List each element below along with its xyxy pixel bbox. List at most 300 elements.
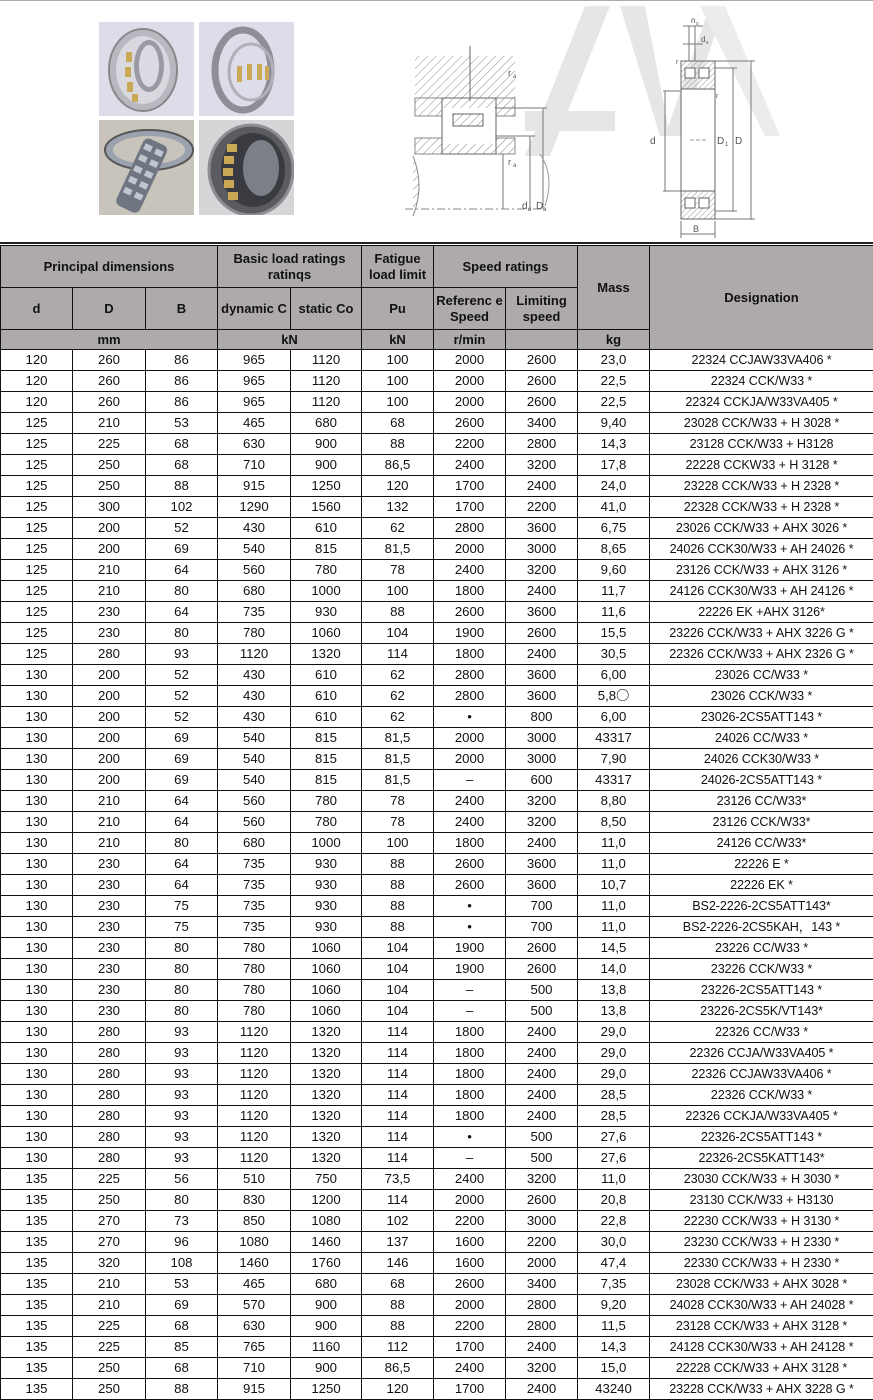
cell-B: 80 [146,1001,218,1022]
table-row [1,1337,873,1358]
cell-d: 135 [1,1337,73,1358]
cell-D: 200 [73,770,146,791]
cell-d: 135 [1,1169,73,1190]
table-row [1,434,873,455]
cell-static-co: 1460 [291,1232,362,1253]
unit-mm: mm [1,330,218,350]
cell-dynamic-c: 780 [218,938,291,959]
cell-B: 86 [146,350,218,371]
cell-dynamic-c: 1120 [218,1127,291,1148]
cell-pu: 120 [362,1379,434,1400]
cell-pu: 112 [362,1337,434,1358]
cell-reference-speed: 2400 [434,455,506,476]
cell-mass: 8,65 [578,539,650,560]
cell-dynamic-c: 430 [218,518,291,539]
cell-static-co: 1320 [291,1127,362,1148]
cell-limiting-speed: 3200 [506,1358,578,1379]
cell-limiting-speed: 2400 [506,1379,578,1400]
cell-d: 130 [1,959,73,980]
cell-static-co: 1060 [291,959,362,980]
cell-mass: 30,0 [578,1232,650,1253]
table-row [1,1316,873,1337]
cell-pu: 88 [362,434,434,455]
cell-limiting-speed: 2600 [506,959,578,980]
cell-D: 230 [73,896,146,917]
cell-designation: BS2-2226-2CS5KAH，143 * [650,917,873,938]
cell-B: 102 [146,497,218,518]
cell-designation: 23026 CCK/W33 * [650,686,873,707]
cell-D: 230 [73,938,146,959]
cell-B: 80 [146,1190,218,1211]
cell-designation: 23230 CCK/W33 + H 2330 * [650,1232,873,1253]
cell-reference-speed: • [434,896,506,917]
cell-d: 130 [1,707,73,728]
cell-reference-speed: – [434,980,506,1001]
cell-limiting-speed: 2400 [506,1106,578,1127]
cell-mass: 11,0 [578,917,650,938]
cell-dynamic-c: 1120 [218,1043,291,1064]
table-row [1,1253,873,1274]
cell-D: 280 [73,1064,146,1085]
cell-d: 130 [1,896,73,917]
cell-D: 230 [73,623,146,644]
cell-dynamic-c: 630 [218,1316,291,1337]
cell-static-co: 1060 [291,980,362,1001]
cell-dynamic-c: 630 [218,434,291,455]
cell-designation: 22326 CCJAW33VA406 * [650,1064,873,1085]
cell-static-co: 1250 [291,1379,362,1400]
cell-reference-speed: 2600 [434,413,506,434]
cell-static-co: 680 [291,1274,362,1295]
cell-dynamic-c: 965 [218,371,291,392]
header-speed-ratings: Speed ratings [434,246,578,288]
cell-designation: 24128 CCK30/W33 + AH 24128 * [650,1337,873,1358]
cell-limiting-speed: 3600 [506,686,578,707]
cell-limiting-speed: 2400 [506,833,578,854]
cell-d: 125 [1,581,73,602]
table-row [1,1064,873,1085]
cell-dynamic-c: 1120 [218,1085,291,1106]
cell-designation: 23228 CCK/W33 + H 2328 * [650,476,873,497]
cell-D: 260 [73,350,146,371]
cell-B: 52 [146,518,218,539]
cell-reference-speed: 2400 [434,812,506,833]
cell-static-co: 930 [291,917,362,938]
cell-d: 135 [1,1232,73,1253]
cell-D: 280 [73,1085,146,1106]
header-static-co: static Co [291,288,362,330]
cell-mass: 14,3 [578,1337,650,1358]
cell-static-co: 930 [291,602,362,623]
label-D1: D [717,136,725,147]
cell-dynamic-c: 1120 [218,1022,291,1043]
cell-dynamic-c: 430 [218,686,291,707]
cell-dynamic-c: 1120 [218,1064,291,1085]
cell-pu: 88 [362,875,434,896]
unit-kn: kN [218,330,362,350]
cell-mass: 43317 [578,728,650,749]
cell-d: 130 [1,917,73,938]
table-row [1,1295,873,1316]
table-row [1,539,873,560]
cell-d: 125 [1,413,73,434]
cell-designation: 24026 CC/W33 * [650,728,873,749]
cell-designation: 22326 CCJA/W33VA405 * [650,1043,873,1064]
table-row [1,812,873,833]
cell-B: 64 [146,560,218,581]
table-row [1,791,873,812]
cell-dynamic-c: 1120 [218,1106,291,1127]
cell-limiting-speed: 2400 [506,644,578,665]
mounting-diagram [395,46,565,221]
cell-static-co: 780 [291,791,362,812]
cell-D: 230 [73,959,146,980]
product-banner [0,0,873,244]
cell-reference-speed: • [434,1127,506,1148]
cell-reference-speed: 1900 [434,959,506,980]
cell-B: 53 [146,1274,218,1295]
cell-pu: 114 [362,1085,434,1106]
cell-dynamic-c: 430 [218,707,291,728]
cell-reference-speed: 2800 [434,686,506,707]
cell-d: 130 [1,833,73,854]
cell-B: 69 [146,728,218,749]
cell-static-co: 930 [291,896,362,917]
cell-d: 135 [1,1358,73,1379]
cell-limiting-speed: 500 [506,1148,578,1169]
cell-D: 225 [73,1337,146,1358]
cell-limiting-speed: 3200 [506,812,578,833]
table-row [1,1232,873,1253]
cell-pu: 120 [362,476,434,497]
cell-d: 130 [1,1001,73,1022]
cell-dynamic-c: 765 [218,1337,291,1358]
cell-dynamic-c: 735 [218,602,291,623]
cell-pu: 114 [362,1127,434,1148]
cell-mass: 11,0 [578,854,650,875]
cell-D: 250 [73,476,146,497]
cell-limiting-speed: 700 [506,917,578,938]
cell-reference-speed: 2200 [434,1211,506,1232]
cell-pu: 62 [362,665,434,686]
cell-pu: 104 [362,623,434,644]
cell-static-co: 1320 [291,1022,362,1043]
cell-pu: 88 [362,602,434,623]
cell-D: 230 [73,875,146,896]
cell-dynamic-c: 965 [218,392,291,413]
cell-mass: 20,8 [578,1190,650,1211]
cell-reference-speed: 1800 [434,1106,506,1127]
cell-limiting-speed: 500 [506,1001,578,1022]
cell-limiting-speed: 3400 [506,1274,578,1295]
cell-B: 64 [146,602,218,623]
table-row [1,560,873,581]
cell-B: 68 [146,1358,218,1379]
cell-mass: 14,5 [578,938,650,959]
cell-mass: 17,8 [578,455,650,476]
cell-designation: 23028 CCK/W33 + H 3028 * [650,413,873,434]
cell-dynamic-c: 850 [218,1211,291,1232]
cell-reference-speed: 1800 [434,644,506,665]
cell-reference-speed: 1800 [434,1043,506,1064]
cell-static-co: 1120 [291,350,362,371]
cell-limiting-speed: 3200 [506,455,578,476]
cell-dynamic-c: 465 [218,1274,291,1295]
cell-limiting-speed: 2200 [506,497,578,518]
cell-pu: 100 [362,833,434,854]
cell-B: 108 [146,1253,218,1274]
header-pu: Pu [362,288,434,330]
cell-static-co: 610 [291,518,362,539]
table-row [1,686,873,707]
table-row [1,518,873,539]
cell-B: 93 [146,1043,218,1064]
cell-designation: 23226 CCK/W33 + AHX 3226 G * [650,623,873,644]
table-row [1,665,873,686]
cell-reference-speed: 2000 [434,728,506,749]
cell-pu: 81,5 [362,539,434,560]
table-row [1,1085,873,1106]
cell-d: 125 [1,497,73,518]
cell-dynamic-c: 540 [218,770,291,791]
cell-mass: 11,6 [578,602,650,623]
table-row [1,392,873,413]
cell-designation: 22324 CCKJA/W33VA405 * [650,392,873,413]
label-D: D [735,136,743,147]
cell-reference-speed: 2400 [434,791,506,812]
svg-text:a: a [528,207,532,213]
svg-text:s: s [706,40,709,46]
cell-pu: 86,5 [362,1358,434,1379]
cell-d: 130 [1,854,73,875]
cell-designation: 23026 CC/W33 * [650,665,873,686]
cell-static-co: 1000 [291,581,362,602]
unit-kg: kg [578,330,650,350]
cell-pu: 68 [362,413,434,434]
cell-designation: 22326 CCK/W33 + AHX 2326 G * [650,644,873,665]
table-row [1,1274,873,1295]
cell-limiting-speed: 800 [506,707,578,728]
unit-rmin: r/min [434,330,506,350]
cell-D: 320 [73,1253,146,1274]
cell-mass: 13,8 [578,980,650,1001]
cell-D: 230 [73,980,146,1001]
cell-limiting-speed: 3000 [506,728,578,749]
cell-B: 93 [146,1064,218,1085]
cell-mass: 11,7 [578,581,650,602]
cell-static-co: 815 [291,539,362,560]
table-row [1,1169,873,1190]
cell-limiting-speed: 2400 [506,1085,578,1106]
cell-pu: 104 [362,1001,434,1022]
cell-mass: 27,6 [578,1127,650,1148]
product-photo-1 [99,22,194,116]
cell-D: 280 [73,1022,146,1043]
cell-reference-speed: – [434,770,506,791]
cell-d: 130 [1,938,73,959]
cell-reference-speed: 2600 [434,854,506,875]
cell-static-co: 815 [291,728,362,749]
cell-dynamic-c: 1120 [218,644,291,665]
cell-pu: 146 [362,1253,434,1274]
cell-pu: 78 [362,560,434,581]
table-row [1,1001,873,1022]
cell-D: 250 [73,1358,146,1379]
cell-d: 125 [1,476,73,497]
cell-mass: 13,8 [578,1001,650,1022]
cell-limiting-speed: 2800 [506,1295,578,1316]
cell-B: 86 [146,392,218,413]
table-row [1,728,873,749]
cell-B: 96 [146,1232,218,1253]
cell-reference-speed: 1900 [434,623,506,644]
cell-mass: 7,90 [578,749,650,770]
cell-mass: 11,0 [578,896,650,917]
cell-static-co: 930 [291,854,362,875]
table-row [1,1358,873,1379]
unit-kn-fatigue: kN [362,330,434,350]
cell-dynamic-c: 735 [218,917,291,938]
cell-pu: 88 [362,917,434,938]
cell-designation: 23126 CCK/W33 + AHX 3126 * [650,560,873,581]
cell-limiting-speed: 3000 [506,539,578,560]
cell-B: 80 [146,980,218,1001]
cell-d: 130 [1,1043,73,1064]
cell-designation: BS2-2226-2CS5ATT143* [650,896,873,917]
cell-designation: 22330 CCK/W33 + H 2330 * [650,1253,873,1274]
cell-B: 64 [146,812,218,833]
cell-pu: 104 [362,980,434,1001]
cell-mass: 9,20 [578,1295,650,1316]
table-row [1,623,873,644]
cell-limiting-speed: 3200 [506,791,578,812]
cell-static-co: 900 [291,434,362,455]
cell-designation: 23030 CCK/W33 + H 3030 * [650,1169,873,1190]
cell-reference-speed: 2200 [434,1316,506,1337]
cell-designation: 24028 CCK30/W33 + AH 24028 * [650,1295,873,1316]
cell-static-co: 680 [291,413,362,434]
cell-mass: 9,60 [578,560,650,581]
cell-limiting-speed: 2800 [506,434,578,455]
cell-B: 64 [146,791,218,812]
cell-D: 250 [73,1190,146,1211]
cell-mass: 47,4 [578,1253,650,1274]
cell-limiting-speed: 3600 [506,854,578,875]
cell-designation: 22228 CCK/W33 + AHX 3128 * [650,1358,873,1379]
cell-mass: 7,35 [578,1274,650,1295]
cell-mass: 9,40 [578,413,650,434]
cell-mass: 29,0 [578,1064,650,1085]
cell-reference-speed: 2800 [434,665,506,686]
cell-D: 300 [73,497,146,518]
cell-B: 88 [146,1379,218,1400]
cell-dynamic-c: 735 [218,896,291,917]
cell-pu: 88 [362,896,434,917]
table-row [1,644,873,665]
cell-dynamic-c: 1460 [218,1253,291,1274]
cell-static-co: 780 [291,560,362,581]
cell-designation: 23228 CCK/W33 + AHX 3228 G * [650,1379,873,1400]
cell-mass: 30,5 [578,644,650,665]
cell-limiting-speed: 2800 [506,1316,578,1337]
table-row [1,1190,873,1211]
cell-reference-speed: 1700 [434,476,506,497]
cell-limiting-speed: 600 [506,770,578,791]
cell-D: 260 [73,392,146,413]
cell-pu: 137 [362,1232,434,1253]
table-row [1,455,873,476]
header-mass: Mass [578,246,650,330]
cell-limiting-speed: 3600 [506,518,578,539]
cell-static-co: 1560 [291,497,362,518]
header-B: B [146,288,218,330]
cell-static-co: 900 [291,1295,362,1316]
cell-reference-speed: 2400 [434,1358,506,1379]
cell-static-co: 1060 [291,1001,362,1022]
table-row [1,938,873,959]
cell-pu: 114 [362,644,434,665]
cell-dynamic-c: 430 [218,665,291,686]
cell-B: 93 [146,1085,218,1106]
cell-B: 69 [146,539,218,560]
cell-d: 130 [1,1085,73,1106]
table-row [1,917,873,938]
cell-dynamic-c: 510 [218,1169,291,1190]
cell-static-co: 1060 [291,938,362,959]
cell-D: 270 [73,1211,146,1232]
cell-limiting-speed: 2400 [506,1064,578,1085]
cell-reference-speed: 1700 [434,497,506,518]
cell-reference-speed: 2000 [434,371,506,392]
cell-d: 135 [1,1211,73,1232]
cell-mass: 22,5 [578,392,650,413]
header-D: D [73,288,146,330]
table-row [1,476,873,497]
cell-d: 130 [1,728,73,749]
cell-mass: 10,7 [578,875,650,896]
cell-static-co: 1320 [291,1064,362,1085]
cell-designation: 22326 CCKJA/W33VA405 * [650,1106,873,1127]
cell-pu: 78 [362,812,434,833]
cell-pu: 114 [362,1043,434,1064]
cell-B: 80 [146,959,218,980]
cell-mass: 15,5 [578,623,650,644]
cell-limiting-speed: 2600 [506,938,578,959]
cell-D: 230 [73,1001,146,1022]
cell-pu: 81,5 [362,749,434,770]
table-row [1,1148,873,1169]
cell-limiting-speed: 2400 [506,476,578,497]
cell-d: 135 [1,1316,73,1337]
cell-B: 69 [146,1295,218,1316]
cell-d: 130 [1,1022,73,1043]
cell-limiting-speed: 500 [506,1127,578,1148]
cell-dynamic-c: 570 [218,1295,291,1316]
cell-dynamic-c: 780 [218,1001,291,1022]
cell-mass: 5,8〇 [578,686,650,707]
cell-D: 280 [73,1127,146,1148]
cell-limiting-speed: 3000 [506,1211,578,1232]
table-row [1,980,873,1001]
cell-dynamic-c: 965 [218,350,291,371]
cell-designation: 23226 CCK/W33 * [650,959,873,980]
cell-pu: 88 [362,1295,434,1316]
label-d: d [650,136,656,147]
table-row [1,371,873,392]
cell-mass: 11,0 [578,833,650,854]
table-row [1,896,873,917]
cell-dynamic-c: 560 [218,560,291,581]
